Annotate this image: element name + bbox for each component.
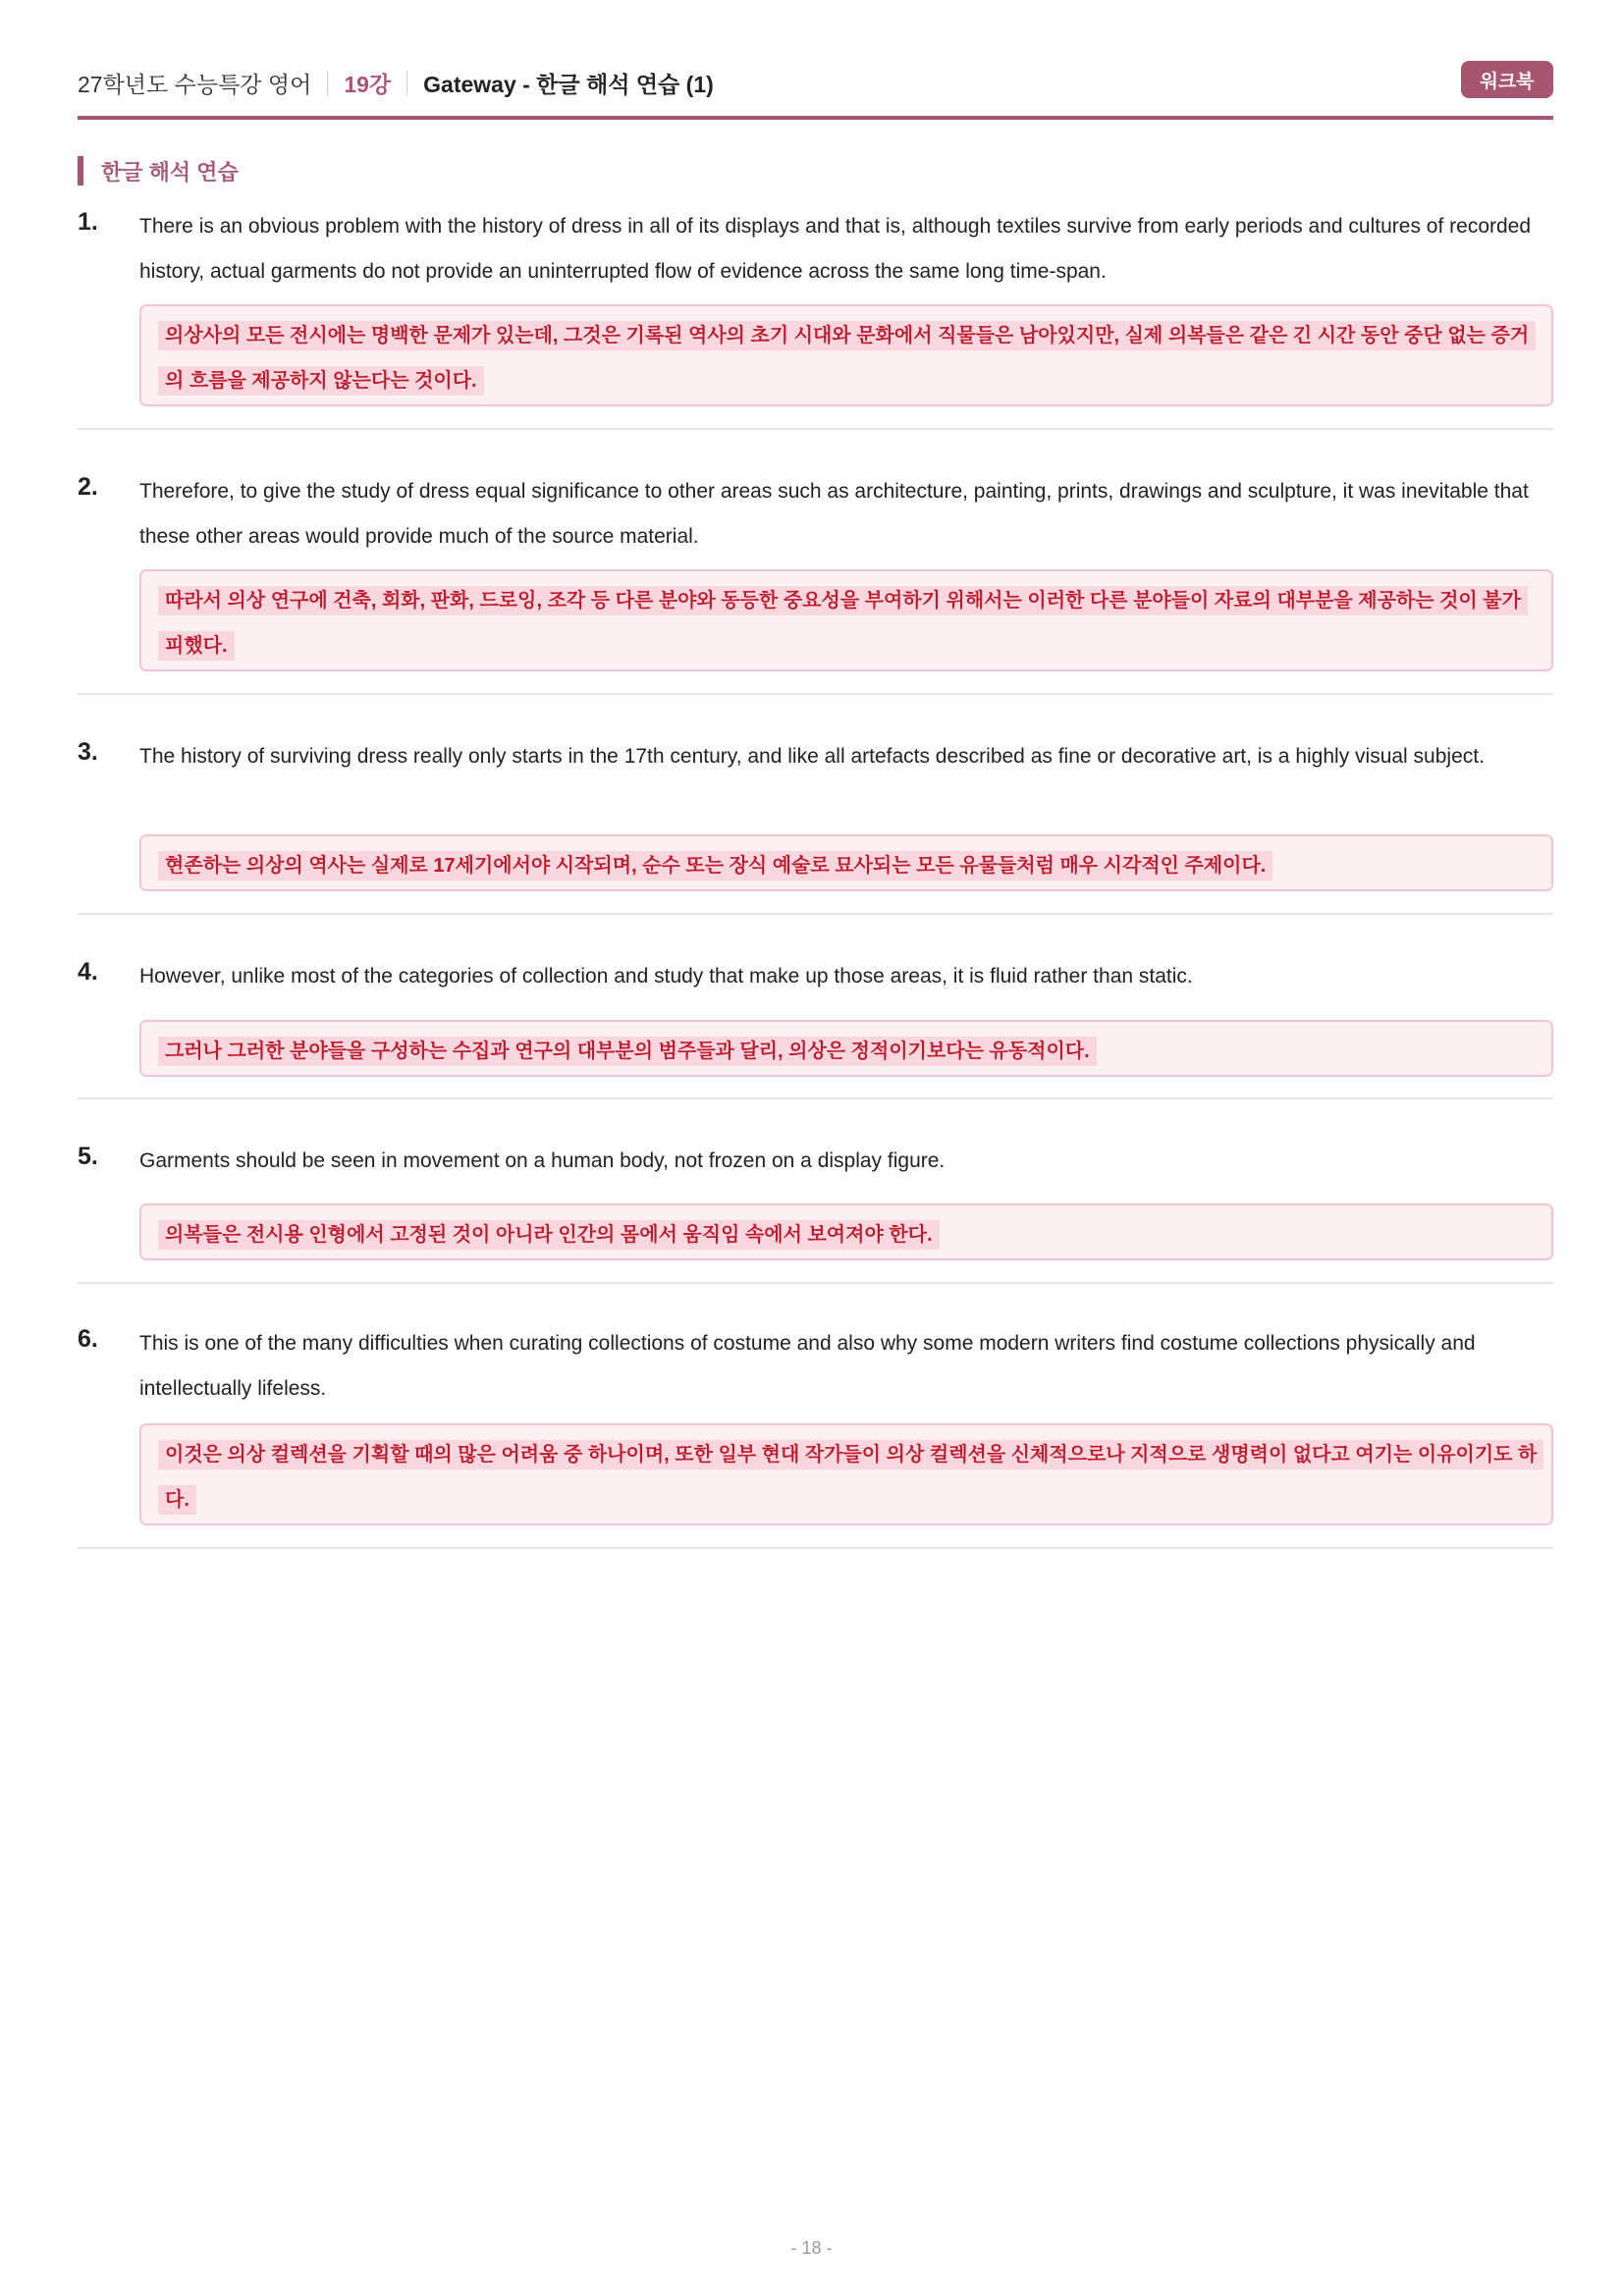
korean-translation: 그러나 그러한 분야들을 구성하는 수집과 연구의 대부분의 범주들과 달리, 의상은 정적이기보다는 유동적이다. [158,1037,1097,1066]
course-name: 27학년도 수능특강 영어 [78,72,312,97]
exercise-item [78,1321,1553,1549]
item-number: 1. [78,208,98,236]
english-sentence: This is one of the many difficulties when curating collections of costume and also why some modern writers find costume collections physically and intellectually lifeless. [139,1332,1476,1400]
workbook-badge: 워크북 [1461,61,1553,98]
english-sentence: However, unlike most of the categories of collection and study that make up those areas, it is fluid rather than static. [139,965,1193,988]
item-number: 6. [78,1325,98,1353]
english-sentence: Garments should be seen in movement on a human body, not frozen on a display figure. [139,1149,946,1172]
exercise-item [78,1139,1553,1284]
item-number: 4. [78,958,98,986]
korean-translation: 따라서 의상 연구에 건축, 회화, 판화, 드로잉, 조각 등 다른 분야와 동등한 중요성을 부여하기 위해서는 이러한 다른 분야들이 자료의 대부분을 제공하는 것이 불가피했다. [158,586,1528,661]
english-sentence: Therefore, to give the study of dress equal significance to other areas such as architecture, painting, prints, drawings and sculpture, it was inevitable that these other areas would provide much of the source material. [139,480,1529,548]
korean-translation: 의상사의 모든 전시에는 명백한 문제가 있는데, 그것은 기록된 역사의 초기 시대와 문화에서 직물들은 남아있지만, 실제 의복들은 같은 긴 시간 동안 중단 없는 증거의 흐름을 제공하지 않는다는 것이다. [158,321,1536,396]
korean-translation: 의복들은 전시용 인형에서 고정된 것이 아니라 인간의 몸에서 움직임 속에서 보여져야 한다. [158,1220,940,1250]
header-divider [406,71,407,96]
header-divider [327,71,328,96]
exercise-item [78,469,1553,695]
section-accent-bar [78,156,83,186]
translation-box [139,569,1553,671]
page-number: - 18 - [790,2238,833,2258]
header-left [78,67,714,99]
section-heading [78,155,239,187]
section-title: 한글 해석 연습 [101,159,239,185]
english-sentence: There is an obvious problem with the history of dress in all of its displays and that is, although textiles survive from early periods and cultures of recorded history, actual garments do not provide an uninterrupted flow of evidence across the same long time-span. [139,215,1532,283]
english-sentence: The history of surviving dress really only starts in the 17th century, and like all artefacts described as fine or decorative art, is a highly visual subject. [139,745,1485,768]
exercise-item [78,734,1553,915]
page-header [78,61,1553,120]
lesson-number: 19강 [344,72,392,97]
item-number: 3. [78,738,98,766]
translation-box [139,1423,1553,1525]
translation-box [139,1020,1553,1077]
korean-translation: 이것은 의상 컬렉션을 기획할 때의 많은 어려움 중 하나이며, 또한 일부 현대 작가들이 의상 컬렉션을 신체적으로나 지적으로 생명력이 없다고 여기는 이유이기도 하다. [158,1440,1543,1515]
exercise-item [78,954,1553,1099]
translation-box [139,304,1553,406]
translation-box [139,1203,1553,1260]
exercise-item [78,204,1553,430]
translation-box [139,834,1553,891]
korean-translation: 현존하는 의상의 역사는 실제로 17세기에서야 시작되며, 순수 또는 장식 예술로 묘사되는 모든 유물들처럼 매우 시각적인 주제이다. [158,851,1272,881]
item-number: 5. [78,1143,98,1170]
page-title: Gateway - 한글 해석 연습 (1) [423,72,714,97]
item-number: 2. [78,473,98,501]
